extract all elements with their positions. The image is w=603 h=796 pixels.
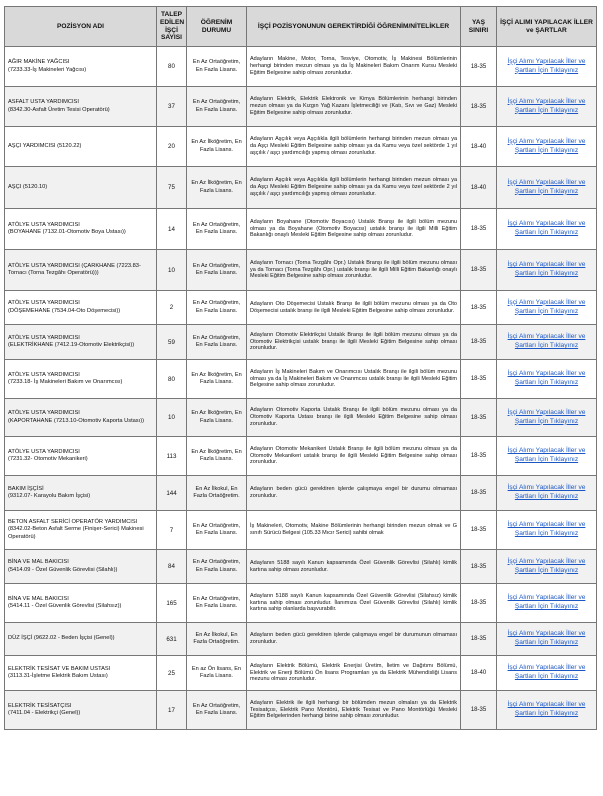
worker-count: 113 [157,437,187,476]
worker-count: 10 [157,250,187,291]
education-level: En Az İlkokul, En Fazla Ortaöğretim. [187,476,247,511]
link-cell [497,47,597,87]
table-row [5,476,597,511]
position-name: ATÖLYE USTA YARDIMCISI [8,334,80,341]
education-level: En Az Ortaöğretim, En Fazla Lisans. [187,584,247,623]
provinces-link[interactable]: İşçi Alımı Yapılacak İller ve Şartları İçin Tıklayınız [507,521,586,537]
age-limit: 18-35 [461,476,497,511]
link-cell [497,127,597,167]
position-cell [5,437,157,476]
position-code: (DÖŞEMEHANE (7534.04-Oto Döşemecisi)) [8,307,121,314]
requirements-text: Adayların Makine, Motor, Torna, Tesviye, Otomotiv, İş Makinesi Bölümlerinin herhangi birinden mezun olması ya da İş Makineleri Bakım Onarım Kursu Mesleki Eğitim Belgesine sahip olması zorunludur. [247,47,461,87]
link-cell [497,360,597,399]
position-cell [5,127,157,167]
requirements-text: Adaylanın 5188 sayılı Kanun kapsamında Özel Güvenlik Görevlisi (Silahlı) kimlik kartına sahip olması zorunludur. [247,550,461,584]
worker-count: 75 [157,167,187,209]
table-row [5,47,597,87]
worker-count: 631 [157,623,187,656]
worker-count: 80 [157,47,187,87]
education-level: En Az Ortaöğretim, En Fazla Lisans. [187,511,247,550]
age-limit: 18-35 [461,250,497,291]
requirements-text: Adayların beden gücü gerektiren işlerde çalışmaya engel bir durumunun olmaması zorunludur. [247,623,461,656]
requirements-text: Adayların Boyahane (Otomotiv Boyacısı) Ustalık Branşı ile ilgili bölüm mezunu olması ya da Boyahane (Otomotiv Boyacısı) ustalık branşı ile ilgili Milli Eğitim Bakanlığı onaylı Mesleki Eğitim Belgesine sahip olması zorunludur. [247,209,461,250]
table-row [5,584,597,623]
position-code: (8342.02-Beton Asfalt Serme (Finişer-Serici) Makinesi Operatörü) [8,526,144,540]
link-cell [497,656,597,691]
position-name: AŞÇI YARDIMCISI (5120.22) [8,142,82,149]
position-name: ATÖLYE USTA YARDIMCISI [8,371,80,378]
position-name: ELEKTRİK TESİSATÇISI [8,702,72,709]
provinces-link[interactable]: İşçi Alımı Yapılacak İller ve Şartları İçin Tıklayınız [507,408,586,425]
link-cell [497,399,597,437]
position-code: (7233.33-İş Makineleri Yağcısı) [8,66,87,73]
requirements-text: Adayların Elektrik Bölümü, Elektrik Enerjisi Üretim, İletim ve Dağıtımı Bölümü, Elektrik ve Enerji Bölümü Ön lisans Programları ya da Elektrik Mühendisliği Lisans mezunu olması zorunludur. [247,656,461,691]
age-limit: 18-35 [461,511,497,550]
position-name: ELEKTRİK TESİSAT VE BAKIM USTASI [8,665,111,672]
position-code: (7233.18- İş Makineleri Bakım ve Onarımcısı) [8,379,123,385]
link-cell [497,87,597,127]
position-name: BETON ASFALT SERİCİ OPERATÖR YARDIMCISI [8,519,138,526]
position-name: DÜZ İŞÇİ (9622.02 - Beden İşçisi (Genel)) [8,635,115,642]
age-limit: 18-35 [461,87,497,127]
age-limit: 18-40 [461,656,497,691]
position-name: ATÖLYE USTA YARDIMCISI [8,448,80,455]
worker-count: 165 [157,584,187,623]
table-row [5,250,597,291]
table-row [5,127,597,167]
age-limit: 18-35 [461,584,497,623]
worker-count: 59 [157,325,187,360]
age-limit: 18-35 [461,437,497,476]
education-level: En Az Ortaöğretim, En Fazla Lisans. [187,691,247,730]
position-code: (5414.11 - Özel Güvenlik Görevlisi (Silahsız)) [8,603,122,609]
position-code: (7411.04 - Elektrikçi (Genel)) [8,710,81,716]
position-cell [5,87,157,127]
table-row [5,511,597,550]
link-cell [497,476,597,511]
table-row [5,623,597,656]
link-cell [497,250,597,291]
requirements-text: Adayların Aşçılık veya Aşçılıkla ilgili bölümlerin herhangi birinden mezun olması ya da Aşçı Mesleki Eğitim Belgesine sahip olması ya da Kamu veya özel sektörde 1 yıl aşçılık / aşçı yardımcılığı yapmış olması zorunludur. [247,127,461,167]
age-limit: 18-40 [461,167,497,209]
provinces-link[interactable]: İşçi Alımı Yapılacak İller ve Şartları İçin Tıklayınız [507,97,586,114]
position-code: (BOYAHANE (7132.01-Otomotiv Boya Ustası)) [8,229,126,235]
worker-count: 37 [157,87,187,127]
provinces-link[interactable]: İşçi Alımı Yapılacak İller ve Şartları İçin Tıklayınız [507,594,586,610]
position-cell [5,656,157,691]
position-cell [5,360,157,399]
age-limit: 18-35 [461,360,497,399]
education-level: En Az Ortaöğretim, En Fazla Lisans. [187,291,247,325]
provinces-link[interactable]: İşçi Alımı Yapılacak İller ve Şartları İçin Tıklayınız [507,137,586,154]
position-cell [5,325,157,360]
position-name: BİNA VE MAL BAKICISI [8,559,69,566]
requirements-text: Adayların Tornacı (Torna Tezgâhı Opr.) Ustalık Branşı ile ilgili bölüm mezunu olması ya da Tornacı (Torna Tezgâhı Opr.) ustalık branşı ile ilgili Milli Eğitim Bakanlığı onaylı Mesleki Eğitim Belgesine sahip olması zorunludur. [247,250,461,291]
provinces-link[interactable]: İşçi Alımı Yapılacak İller ve Şartları İçin Tıklayınız [507,484,586,500]
worker-count: 84 [157,550,187,584]
position-code: (3113.31-İşletme Elektrik Bakım Ustası) [8,673,108,679]
job-positions-table [4,6,597,730]
age-limit: 18-35 [461,550,497,584]
position-cell [5,476,157,511]
position-code: (9312.07- Karayolu Bakım İşçisi) [8,493,91,499]
provinces-link[interactable]: İşçi Alımı Yapılacak İller ve Şartları İçin Tıklayınız [507,178,586,195]
provinces-link[interactable]: İşçi Alımı Yapılacak İller ve Şartları İçin Tıklayınız [507,701,586,717]
position-name: AĞIR MAKİNE YAĞCISI [8,59,70,66]
age-limit: 18-35 [461,691,497,730]
requirements-text: Adayların Otomotiv Kaporta Ustalık Branşı ile ilgili bölüm mezunu olması ya da Otomotiv Kaporta Ustası branşı ile ilgili Mesleki Eğitim Belgesine sahip olması zorunludur. [247,399,461,437]
link-cell [497,291,597,325]
header-count: TALEP EDİLEN İŞÇİ SAYISI [157,7,187,47]
education-level: En Az Ortaöğretim, En Fazla Lisans. [187,550,247,584]
education-level: En Az Ortaöğretim, En Fazla Lisans. [187,87,247,127]
requirements-text: İş Makineleri, Otomotiv, Makine Bölümlerinin herhangi birinden mezun olmak ve G sınıfı Sürücü Belgesi (105.33 Mıcır Serici) sahibi olmak [247,511,461,550]
position-code: (5414.09 - Özel Güvenlik Görevlisi (Silahlı)) [8,566,118,573]
requirements-text: Adayların Otomotiv Mekanikeri Ustalık Branşı ile ilgili bölüm mezunu olması ya da Otomotiv Mekanikeri ustalık branşı ile ilgili Mesleki Eğitim Belgesine sahip olması zorunludur. [247,437,461,476]
worker-count: 14 [157,209,187,250]
provinces-link[interactable]: İşçi Alımı Yapılacak İller ve Şartları İçin Tıklayınız [507,447,586,463]
requirements-text: Adayların beden gücü gerektiren işlerde çalışmaya engel bir durumu olmaması zorunludur. [247,476,461,511]
position-code: (ELEKTRİKHANE (7412.19-Otomotiv Elektrikçisi)) [8,342,135,348]
education-level: En Az İlköğretim, En Fazla Lisans. [187,127,247,167]
position-name: ASFALT USTA YARDIMCISI [8,99,79,106]
education-level: En Az Ortaöğretim, En Fazla Lisans. [187,250,247,291]
age-limit: 18-35 [461,623,497,656]
education-level: En az Ön lisans, En Fazla Lisans. [187,656,247,691]
age-limit: 18-35 [461,325,497,360]
table-header-row [5,7,597,47]
worker-count: 144 [157,476,187,511]
link-cell [497,209,597,250]
worker-count: 20 [157,127,187,167]
table-row [5,167,597,209]
table-row [5,87,597,127]
table-body [5,47,597,730]
table-row [5,550,597,584]
table-row [5,691,597,730]
provinces-link[interactable]: İşçi Alımı Yapılacak İller ve Şartları İçin Tıklayınız [507,298,586,315]
position-name: ATÖLYE USTA YARDIMCISI [8,410,80,417]
education-level: En Az İlköğretim, En Fazla Lisans. [187,437,247,476]
table-row [5,291,597,325]
worker-count: 7 [157,511,187,550]
table-row [5,209,597,250]
link-cell [497,167,597,209]
provinces-link[interactable]: İşçi Alımı Yapılacak İller ve Şartları İçin Tıklayınız [507,664,586,680]
age-limit: 18-35 [461,47,497,87]
education-level: En Az İlköğretim, En Fazla Lisans. [187,399,247,437]
header-education: ÖĞRENİM DURUMU [187,7,247,47]
provinces-link[interactable]: İşçi Alımı Yapılacak İller ve Şartları İçin Tıklayınız [507,630,586,646]
education-level: En Az Ortaöğretim, En Fazla Lisans. [187,325,247,360]
provinces-link[interactable]: İşçi Alımı Yapılacak İller ve Şartları İçin Tıklayınız [507,370,586,386]
position-name: ATÖLYE USTA YARDIMCISI [8,300,80,307]
position-code: (7231.32- Otomotiv Mekanikeri) [8,456,88,462]
header-requirements: İŞÇİ POZİSYONUNUN GEREKTİRDİĞİ ÖĞRENİM/NİTELİKLER [247,7,461,47]
requirements-text: Adayların Aşçılık veya Aşçılıkla ilgili bölümlerin herhangi birinden mezun olması ya da Aşçı Mesleki Eğitim Belgesine sahip olması ya da Kamu veya özel sektörde 2 yıl aşçılık / aşçı yardımcılığı yapmış olması zorunludur. [247,167,461,209]
worker-count: 25 [157,656,187,691]
link-cell [497,584,597,623]
requirements-text: Adayların Elektrik ile ilgili herhangi bir bölümden mezun olmaları ya da Elektrik Tesisatçısı, Elektrik Pano Montörü, Elektrik Tesisat ve Pano Montörlüğü Mesleki Eğitim Belgelerinden herhangi birine sahip olması zorunludur. [247,691,461,730]
position-cell [5,584,157,623]
age-limit: 18-35 [461,399,497,437]
link-cell [497,325,597,360]
position-cell [5,291,157,325]
age-limit: 18-35 [461,291,497,325]
position-cell [5,511,157,550]
position-code: (8342.30-Asfalt Üretim Tesisi Operatörü) [8,106,110,113]
requirements-text: Adayların Elektrik, Elektrik Elektronik ve Kimya Bölümlerinin herhangi birinden mezun olması ya da Kızgın Yağ Kazanı İşletmeciliği ve (Katı, Sıvı ve Gaz) Mesleki Eğitim Belgesine sahip olması zorunludur. [247,87,461,127]
education-level: En Az Ortaöğretim, En Fazla Lisans. [187,209,247,250]
education-level: En Az Ortaöğretim, En Fazla Lisans. [187,47,247,87]
header-position: POZİSYON ADI [5,7,157,47]
provinces-link[interactable]: İşçi Alımı Yapılacak İller ve Şartları İçin Tıklayınız [507,557,586,574]
position-name: BİNA VE MAL BAKICISI [8,595,69,602]
job-table-container [4,6,596,730]
provinces-link[interactable]: İşçi Alımı Yapılacak İller ve Şartları İçin Tıklayınız [507,57,586,74]
link-cell [497,511,597,550]
position-cell [5,691,157,730]
header-provinces: İŞÇİ ALIMI YAPILACAK İLLER ve ŞARTLAR [497,7,597,47]
age-limit: 18-40 [461,127,497,167]
age-limit: 18-35 [461,209,497,250]
education-level: En Az İlkokul, En Fazla Ortaöğretim. [187,623,247,656]
position-cell [5,250,157,291]
worker-count: 17 [157,691,187,730]
requirements-text: Adayların İş Makineleri Bakım ve Onarımcısı Ustalık Branşı ile ilgili bölüm mezunu olması ya da İş Makineleri Bakım ve Onarımcısı ustalık branşı ile ilgili Mesleki Eğitim Belgesine sahip olması zorunludur. [247,360,461,399]
requirements-text: Adayların Oto Döşemecisi Ustalık Branşı ile ilgili bölüm mezunu olması ya da Oto Döşemecisi ustalık branşı ile ilgili Mesleki Eğitim Belgesine sahip olması zorunludur. [247,291,461,325]
table-row [5,325,597,360]
position-code: (KAPORTAHANE (7213.10-Otomotiv Kaporta Ustası)) [8,417,145,424]
position-cell [5,550,157,584]
link-cell [497,623,597,656]
education-level: En Az İlköğretim, En Fazla Lisans. [187,360,247,399]
position-name: AŞÇI (5120.10) [8,183,48,190]
position-cell [5,167,157,209]
position-cell [5,209,157,250]
position-cell [5,47,157,87]
link-cell [497,691,597,730]
table-row [5,656,597,691]
provinces-link[interactable]: İşçi Alımı Yapılacak İller ve Şartları İçin Tıklayınız [507,220,586,236]
provinces-link[interactable]: İşçi Alımı Yapılacak İller ve Şartları İçin Tıklayınız [507,261,586,277]
provinces-link[interactable]: İşçi Alımı Yapılacak İller ve Şartları İçin Tıklayınız [507,333,586,349]
position-cell [5,623,157,656]
education-level: En Az İlköğretim, En Fazla Lisans. [187,167,247,209]
worker-count: 80 [157,360,187,399]
link-cell [497,550,597,584]
table-row [5,360,597,399]
position-cell [5,399,157,437]
header-age: YAŞ SINIRI [461,7,497,47]
requirements-text: Adayların 5188 sayılı Kanun kapsamında Özel Güvenlik Görevlisi (Silahsız) kimlik kartına sahip olması zorunludur. İlanımıza Özel Güvenlik Görevlisi (Silahlı) kimlik kartına sahip olanlarda başvurabilir. [247,584,461,623]
worker-count: 10 [157,399,187,437]
table-row [5,399,597,437]
position-name: ATÖLYE USTA YARDIMCISI [8,221,80,228]
table-row [5,437,597,476]
link-cell [497,437,597,476]
position-name: BAKIM İŞÇİSİ [8,485,44,492]
worker-count: 2 [157,291,187,325]
position-name: ATÖLYE USTA YARDIMCISI (ÇARKHANE (7223.83-Tornacı (Torna Tezgâhı Operatörü))) [8,262,141,276]
requirements-text: Adayların Otomotiv Elektrikçisi Ustalık Branşı ile ilgili bölüm mezunu olması ya da Otomotiv Elektrikçisi ustalık branşı ile ilgili Mesleki Eğitim Belgesine sahip olması zorunludur. [247,325,461,360]
